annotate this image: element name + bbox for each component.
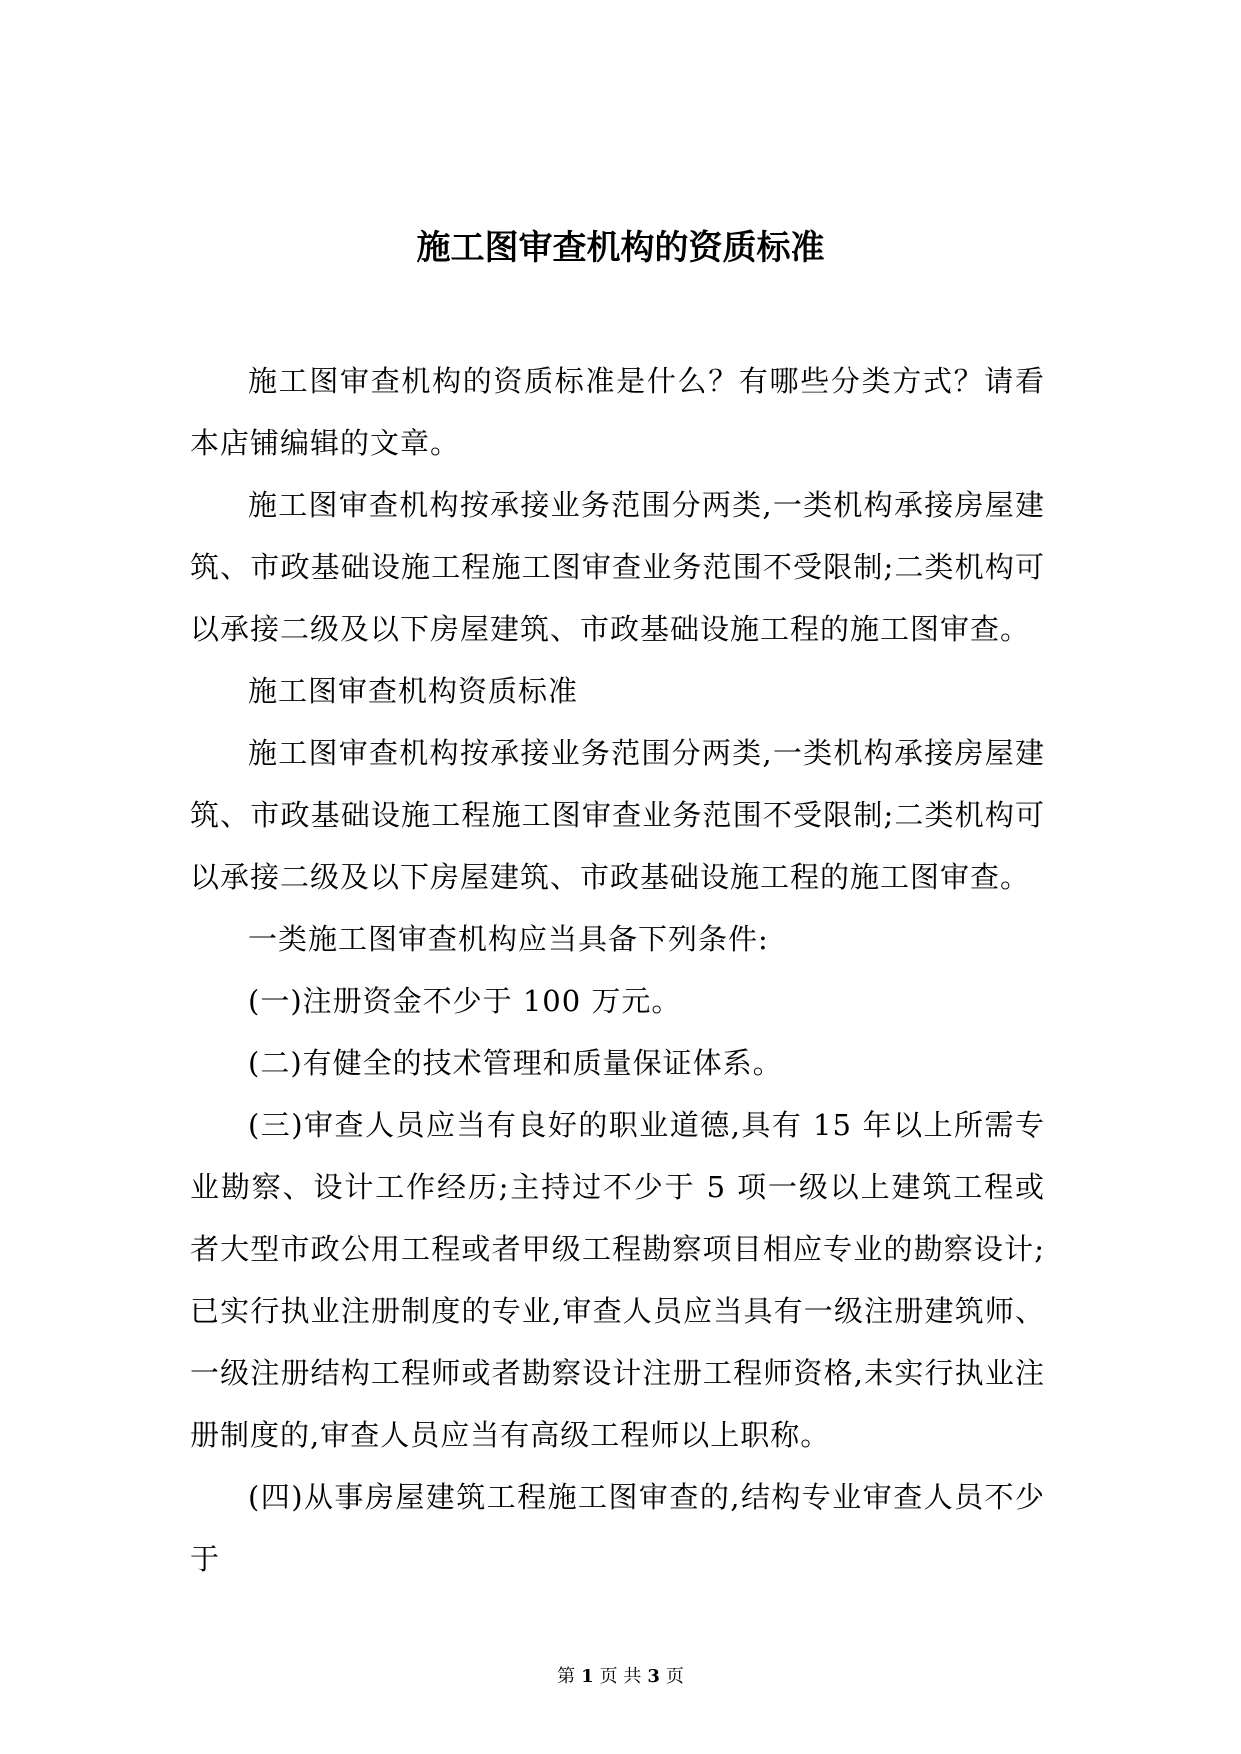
paragraph: 一类施工图审查机构应当具备下列条件:	[248, 922, 769, 956]
list-item: (一)注册资金不少于 100 万元。	[248, 984, 682, 1018]
paragraph: 施工图审查机构按承接业务范围分两类,一类机构承接房屋建筑、市政基础设施工程施工图审查业务范围不受限制;二类机构可以承接二级及以下房屋建筑、市政基础设施工程的施工图审查。	[190, 488, 1045, 646]
section-heading: 施工图审查机构资质标准	[248, 674, 579, 708]
list-item: (二)有健全的技术管理和质量保证体系。	[248, 1046, 783, 1080]
paragraph: 施工图审查机构按承接业务范围分两类,一类机构承接房屋建筑、市政基础设施工程施工图审查业务范围不受限制;二类机构可以承接二级及以下房屋建筑、市政基础设施工程的施工图审查。	[190, 736, 1045, 894]
footer-suffix: 页	[665, 1666, 684, 1687]
list-item: (三)审查人员应当有良好的职业道德,具有 15 年以上所需专业勘察、设计工作经历;主持过不少于 5 项一级以上建筑工程或者大型市政公用工程或者甲级工程勘察项目相应专业的勘察设计;已实行执业注册制度的专业,审查人员应当具有一级注册建筑师、一级注册结构工程师或者勘察设计注册工程师资格,未实行执业注册制度的,审查人员应当有高级工程师以上职称。	[190, 1108, 1045, 1452]
list-item: (四)从事房屋建筑工程施工图审查的,结构专业审查人员不少于	[190, 1480, 1045, 1576]
page-footer	[0, 1665, 1241, 1689]
current-page-number: 1	[581, 1666, 594, 1687]
total-pages-number: 3	[647, 1666, 660, 1687]
document-body	[190, 350, 1045, 1590]
document-title: 施工图审查机构的资质标准	[416, 228, 825, 268]
paragraph: 施工图审查机构的资质标准是什么？有哪些分类方式？请看本店铺编辑的文章。	[190, 364, 1045, 460]
footer-prefix: 第	[557, 1666, 576, 1687]
footer-middle: 页 共	[599, 1666, 642, 1687]
